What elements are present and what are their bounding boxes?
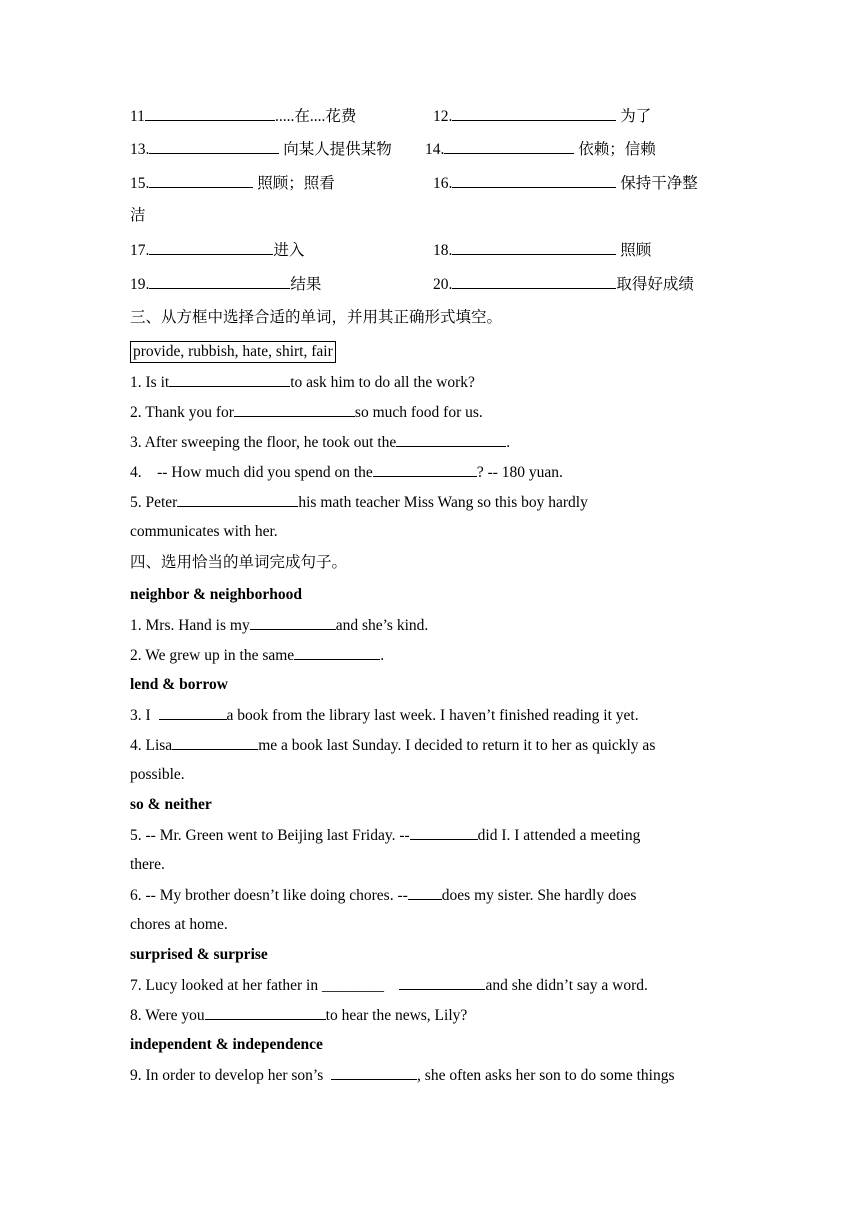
s4-question-4-cont: possible. — [130, 766, 185, 783]
vocab-item-15: 15. 照顾；照看 — [130, 175, 335, 192]
answer-blank[interactable] — [149, 139, 279, 154]
answer-blank[interactable] — [172, 735, 258, 750]
answer-blank[interactable] — [452, 106, 616, 121]
answer-blank[interactable] — [149, 173, 253, 188]
answer-blank[interactable] — [373, 462, 477, 477]
answer-blank[interactable] — [169, 372, 290, 387]
s4-question-9: 9. In order to develop her son’s , she often asks her son to do some things — [130, 1067, 675, 1084]
word-box-line — [130, 341, 336, 363]
word-box: provide, rubbish, hate, shirt, fair — [130, 341, 336, 363]
answer-blank[interactable] — [177, 492, 298, 507]
s3-question-5: 5. Peter his math teacher Miss Wang so this boy hardly — [130, 494, 588, 511]
s4-question-5: 5. -- Mr. Green went to Beijing last Friday. -- did I. I attended a meeting — [130, 827, 641, 844]
answer-blank[interactable] — [149, 274, 290, 289]
s3-question-3: 3. After sweeping the floor, he took out the . — [130, 434, 511, 451]
s4-question-3: 3. I a book from the library last week. I haven’t finished reading it yet. — [130, 707, 639, 724]
answer-blank[interactable] — [452, 240, 616, 255]
vocab-item-14: 14. 依赖；信赖 — [425, 141, 656, 158]
answer-blank[interactable] — [408, 885, 442, 900]
s4-question-5-cont: there. — [130, 856, 165, 873]
answer-blank[interactable] — [205, 1005, 326, 1020]
group-heading-so: so & neither — [130, 796, 212, 813]
answer-blank[interactable] — [331, 1065, 417, 1080]
answer-blank[interactable] — [410, 825, 478, 840]
vocab-item-11: 11 .....在....花费 — [130, 108, 357, 125]
vocab-item-17: 17. 进入 — [130, 242, 305, 259]
section-4-heading: 四、选用恰当的单词完成句子。 — [130, 554, 348, 571]
section-3-heading: 三、从方框中选择合适的单词，并用其正确形式填空。 — [130, 309, 503, 326]
s3-question-4: 4. -- How much did you spend on the ? -- 180 yuan. — [130, 464, 563, 481]
answer-blank[interactable] — [452, 274, 616, 289]
s4-question-2: 2. We grew up in the same . — [130, 647, 385, 664]
vocab-item-20: 20. 取得好成绩 — [433, 276, 694, 293]
answer-blank[interactable] — [149, 240, 273, 255]
group-heading-lend: lend & borrow — [130, 676, 228, 693]
vocab-item-16: 16. 保持干净整 — [433, 175, 698, 192]
s3-question-2: 2. Thank you for so much food for us. — [130, 404, 483, 421]
s4-question-8: 8. Were you to hear the news, Lily? — [130, 1007, 468, 1024]
answer-blank[interactable] — [396, 432, 506, 447]
vocab-item-16-wrap: 洁 — [130, 207, 146, 224]
vocab-item-18: 18. 照顾 — [433, 242, 652, 259]
group-heading-independent: independent & independence — [130, 1036, 323, 1053]
answer-blank[interactable] — [234, 402, 355, 417]
s4-question-4: 4. Lisa me a book last Sunday. I decided to return it to her as quickly as — [130, 737, 656, 754]
group-heading-neighbor: neighbor & neighborhood — [130, 586, 302, 603]
s4-question-1: 1. Mrs. Hand is my and she’s kind. — [130, 617, 429, 634]
answer-blank[interactable] — [159, 705, 227, 720]
s4-question-7: 7. Lucy looked at her father in ________ and she didn’t say a word. — [130, 977, 648, 994]
answer-blank[interactable] — [444, 139, 574, 154]
answer-blank[interactable] — [399, 975, 485, 990]
answer-blank[interactable] — [294, 645, 380, 660]
group-heading-surprise: surprised & surprise — [130, 946, 268, 963]
answer-blank[interactable] — [250, 615, 336, 630]
vocab-item-19: 19. 结果 — [130, 276, 322, 293]
s3-question-1: 1. Is it to ask him to do all the work? — [130, 374, 475, 391]
answer-blank[interactable] — [452, 173, 616, 188]
vocab-item-12: 12. 为了 — [433, 108, 652, 125]
vocab-item-13: 13. 向某人提供某物 — [130, 141, 392, 158]
s4-question-6-cont: chores at home. — [130, 916, 228, 933]
s3-question-5-cont: communicates with her. — [130, 523, 278, 540]
s4-question-6: 6. -- My brother doesn’t like doing chores. -- does my sister. She hardly does — [130, 887, 637, 904]
answer-blank[interactable] — [145, 106, 275, 121]
